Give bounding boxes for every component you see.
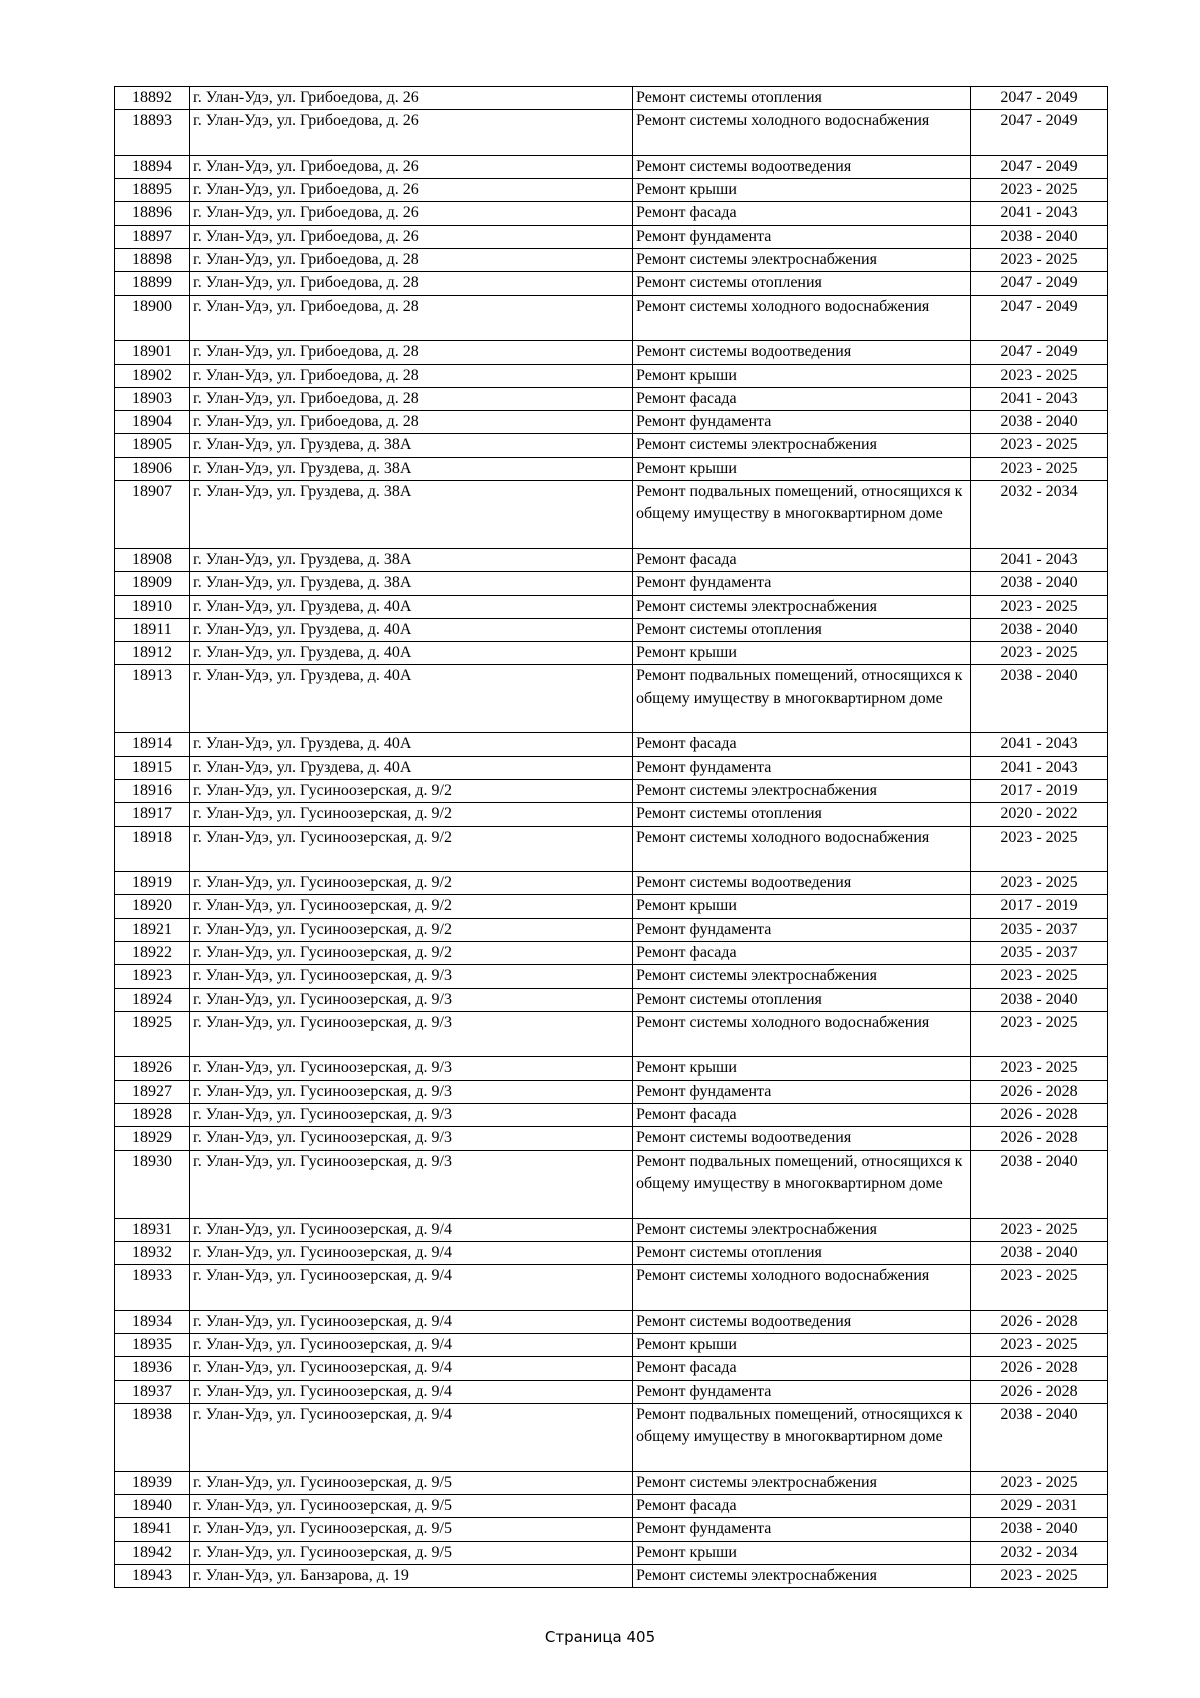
table-row bbox=[115, 1380, 1108, 1403]
table-row bbox=[115, 1150, 1108, 1218]
table-row bbox=[115, 481, 1108, 549]
table-row bbox=[115, 225, 1108, 248]
table-row bbox=[115, 1357, 1108, 1380]
table-row bbox=[115, 1057, 1108, 1080]
period-cell: 2035 - 2037 bbox=[971, 918, 1108, 941]
row-number: 18907 bbox=[115, 481, 190, 549]
row-number: 18923 bbox=[115, 965, 190, 988]
table-row bbox=[115, 1471, 1108, 1494]
period-cell: 2038 - 2040 bbox=[971, 1518, 1108, 1541]
row-number: 18915 bbox=[115, 756, 190, 779]
work-type-cell: Ремонт подвальных помещений, относящихся к общему имуществу в многоквартирном доме bbox=[633, 1403, 971, 1471]
work-type-cell: Ремонт крыши bbox=[633, 1057, 971, 1080]
work-type-cell: Ремонт фундамента bbox=[633, 756, 971, 779]
period-cell: 2023 - 2025 bbox=[971, 1471, 1108, 1494]
address-cell: г. Улан-Удэ, ул. Гусиноозерская, д. 9/2 bbox=[190, 895, 633, 918]
address-cell: г. Улан-Удэ, ул. Гусиноозерская, д. 9/4 bbox=[190, 1241, 633, 1264]
address-cell: г. Улан-Удэ, ул. Гусиноозерская, д. 9/4 bbox=[190, 1310, 633, 1333]
row-number: 18939 bbox=[115, 1471, 190, 1494]
row-number: 18910 bbox=[115, 595, 190, 618]
work-type-cell: Ремонт фасада bbox=[633, 733, 971, 756]
work-type-cell: Ремонт системы электроснабжения bbox=[633, 595, 971, 618]
address-cell: г. Улан-Удэ, ул. Грибоедова, д. 28 bbox=[190, 295, 633, 341]
period-cell: 2023 - 2025 bbox=[971, 1334, 1108, 1357]
row-number: 18897 bbox=[115, 225, 190, 248]
row-number: 18902 bbox=[115, 364, 190, 387]
table-row bbox=[115, 872, 1108, 895]
address-cell: г. Улан-Удэ, ул. Грибоедова, д. 28 bbox=[190, 272, 633, 295]
address-cell: г. Улан-Удэ, ул. Гусиноозерская, д. 9/5 bbox=[190, 1518, 633, 1541]
work-type-cell: Ремонт системы электроснабжения bbox=[633, 965, 971, 988]
period-cell: 2047 - 2049 bbox=[971, 87, 1108, 110]
row-number: 18896 bbox=[115, 202, 190, 225]
row-number: 18913 bbox=[115, 665, 190, 733]
row-number: 18943 bbox=[115, 1565, 190, 1588]
row-number: 18909 bbox=[115, 572, 190, 595]
period-cell: 2023 - 2025 bbox=[971, 826, 1108, 872]
work-type-cell: Ремонт фундамента bbox=[633, 411, 971, 434]
row-number: 18917 bbox=[115, 803, 190, 826]
row-number: 18905 bbox=[115, 434, 190, 457]
address-cell: г. Улан-Удэ, ул. Гусиноозерская, д. 9/5 bbox=[190, 1541, 633, 1564]
table-row bbox=[115, 1104, 1108, 1127]
period-cell: 2038 - 2040 bbox=[971, 1241, 1108, 1264]
period-cell: 2038 - 2040 bbox=[971, 665, 1108, 733]
period-cell: 2026 - 2028 bbox=[971, 1310, 1108, 1333]
table-row bbox=[115, 202, 1108, 225]
row-number: 18916 bbox=[115, 779, 190, 802]
period-cell: 2041 - 2043 bbox=[971, 387, 1108, 410]
row-number: 18926 bbox=[115, 1057, 190, 1080]
work-type-cell: Ремонт крыши bbox=[633, 895, 971, 918]
period-cell: 2029 - 2031 bbox=[971, 1495, 1108, 1518]
table-row bbox=[115, 87, 1108, 110]
work-type-cell: Ремонт крыши bbox=[633, 1541, 971, 1564]
work-type-cell: Ремонт системы отопления bbox=[633, 1241, 971, 1264]
row-number: 18937 bbox=[115, 1380, 190, 1403]
work-type-cell: Ремонт фундамента bbox=[633, 1080, 971, 1103]
address-cell: г. Улан-Удэ, ул. Груздева, д. 40А bbox=[190, 756, 633, 779]
address-cell: г. Улан-Удэ, ул. Груздева, д. 40А bbox=[190, 642, 633, 665]
work-type-cell: Ремонт системы электроснабжения bbox=[633, 779, 971, 802]
work-type-cell: Ремонт системы водоотведения bbox=[633, 341, 971, 364]
period-cell: 2035 - 2037 bbox=[971, 941, 1108, 964]
work-type-cell: Ремонт подвальных помещений, относящихся к общему имуществу в многоквартирном доме bbox=[633, 481, 971, 549]
work-type-cell: Ремонт фундамента bbox=[633, 572, 971, 595]
row-number: 18929 bbox=[115, 1127, 190, 1150]
address-cell: г. Улан-Удэ, ул. Грибоедова, д. 26 bbox=[190, 87, 633, 110]
row-number: 18936 bbox=[115, 1357, 190, 1380]
address-cell: г. Улан-Удэ, ул. Гусиноозерская, д. 9/4 bbox=[190, 1403, 633, 1471]
table-row bbox=[115, 595, 1108, 618]
work-type-cell: Ремонт системы отопления bbox=[633, 87, 971, 110]
address-cell: г. Улан-Удэ, ул. Грибоедова, д. 26 bbox=[190, 110, 633, 156]
period-cell: 2020 - 2022 bbox=[971, 803, 1108, 826]
period-cell: 2026 - 2028 bbox=[971, 1080, 1108, 1103]
work-type-cell: Ремонт системы электроснабжения bbox=[633, 1565, 971, 1588]
work-type-cell: Ремонт фундамента bbox=[633, 1518, 971, 1541]
address-cell: г. Улан-Удэ, ул. Гусиноозерская, д. 9/4 bbox=[190, 1334, 633, 1357]
period-cell: 2026 - 2028 bbox=[971, 1127, 1108, 1150]
work-type-cell: Ремонт фундамента bbox=[633, 225, 971, 248]
work-type-cell: Ремонт системы отопления bbox=[633, 803, 971, 826]
row-number: 18906 bbox=[115, 457, 190, 480]
table-row bbox=[115, 1403, 1108, 1471]
address-cell: г. Улан-Удэ, ул. Грибоедова, д. 28 bbox=[190, 249, 633, 272]
address-cell: г. Улан-Удэ, ул. Грибоедова, д. 28 bbox=[190, 364, 633, 387]
work-type-cell: Ремонт крыши bbox=[633, 457, 971, 480]
work-type-cell: Ремонт системы электроснабжения bbox=[633, 1218, 971, 1241]
row-number: 18911 bbox=[115, 618, 190, 641]
period-cell: 2017 - 2019 bbox=[971, 779, 1108, 802]
table-row bbox=[115, 179, 1108, 202]
table-row bbox=[115, 965, 1108, 988]
row-number: 18903 bbox=[115, 387, 190, 410]
address-cell: г. Улан-Удэ, ул. Банзарова, д. 19 bbox=[190, 1565, 633, 1588]
period-cell: 2023 - 2025 bbox=[971, 434, 1108, 457]
period-cell: 2047 - 2049 bbox=[971, 155, 1108, 178]
work-type-cell: Ремонт системы водоотведения bbox=[633, 872, 971, 895]
period-cell: 2038 - 2040 bbox=[971, 572, 1108, 595]
table-row bbox=[115, 1310, 1108, 1333]
work-type-cell: Ремонт системы электроснабжения bbox=[633, 1471, 971, 1494]
period-cell: 2023 - 2025 bbox=[971, 1265, 1108, 1311]
row-number: 18922 bbox=[115, 941, 190, 964]
row-number: 18900 bbox=[115, 295, 190, 341]
row-number: 18940 bbox=[115, 1495, 190, 1518]
period-cell: 2023 - 2025 bbox=[971, 1565, 1108, 1588]
row-number: 18928 bbox=[115, 1104, 190, 1127]
table-row bbox=[115, 1334, 1108, 1357]
period-cell: 2023 - 2025 bbox=[971, 965, 1108, 988]
address-cell: г. Улан-Удэ, ул. Груздева, д. 38А bbox=[190, 434, 633, 457]
work-type-cell: Ремонт системы водоотведения bbox=[633, 1310, 971, 1333]
row-number: 18904 bbox=[115, 411, 190, 434]
period-cell: 2032 - 2034 bbox=[971, 1541, 1108, 1564]
row-number: 18898 bbox=[115, 249, 190, 272]
period-cell: 2023 - 2025 bbox=[971, 179, 1108, 202]
period-cell: 2038 - 2040 bbox=[971, 411, 1108, 434]
work-type-cell: Ремонт подвальных помещений, относящихся к общему имуществу в многоквартирном доме bbox=[633, 1150, 971, 1218]
address-cell: г. Улан-Удэ, ул. Груздева, д. 38А bbox=[190, 572, 633, 595]
period-cell: 2023 - 2025 bbox=[971, 595, 1108, 618]
table-row bbox=[115, 249, 1108, 272]
row-number: 18930 bbox=[115, 1150, 190, 1218]
row-number: 18941 bbox=[115, 1518, 190, 1541]
row-number: 18933 bbox=[115, 1265, 190, 1311]
table-row bbox=[115, 1218, 1108, 1241]
address-cell: г. Улан-Удэ, ул. Гусиноозерская, д. 9/4 bbox=[190, 1265, 633, 1311]
work-type-cell: Ремонт системы холодного водоснабжения bbox=[633, 1265, 971, 1311]
period-cell: 2023 - 2025 bbox=[971, 1011, 1108, 1057]
row-number: 18938 bbox=[115, 1403, 190, 1471]
table-row bbox=[115, 779, 1108, 802]
row-number: 18921 bbox=[115, 918, 190, 941]
row-number: 18942 bbox=[115, 1541, 190, 1564]
work-type-cell: Ремонт подвальных помещений, относящихся к общему имуществу в многоквартирном доме bbox=[633, 665, 971, 733]
row-number: 18899 bbox=[115, 272, 190, 295]
table-row bbox=[115, 642, 1108, 665]
address-cell: г. Улан-Удэ, ул. Грибоедова, д. 26 bbox=[190, 202, 633, 225]
address-cell: г. Улан-Удэ, ул. Гусиноозерская, д. 9/3 bbox=[190, 1057, 633, 1080]
table-row bbox=[115, 411, 1108, 434]
address-cell: г. Улан-Удэ, ул. Гусиноозерская, д. 9/2 bbox=[190, 826, 633, 872]
row-number: 18920 bbox=[115, 895, 190, 918]
address-cell: г. Улан-Удэ, ул. Гусиноозерская, д. 9/2 bbox=[190, 941, 633, 964]
table-row bbox=[115, 457, 1108, 480]
table-row bbox=[115, 918, 1108, 941]
work-type-cell: Ремонт фундамента bbox=[633, 918, 971, 941]
period-cell: 2026 - 2028 bbox=[971, 1357, 1108, 1380]
address-cell: г. Улан-Удэ, ул. Гусиноозерская, д. 9/4 bbox=[190, 1218, 633, 1241]
table-row bbox=[115, 1541, 1108, 1564]
row-number: 18901 bbox=[115, 341, 190, 364]
address-cell: г. Улан-Удэ, ул. Гусиноозерская, д. 9/2 bbox=[190, 918, 633, 941]
address-cell: г. Улан-Удэ, ул. Грибоедова, д. 26 bbox=[190, 225, 633, 248]
address-cell: г. Улан-Удэ, ул. Груздева, д. 40А bbox=[190, 665, 633, 733]
table-row bbox=[115, 272, 1108, 295]
table-row bbox=[115, 155, 1108, 178]
address-cell: г. Улан-Удэ, ул. Груздева, д. 38А bbox=[190, 481, 633, 549]
table-row bbox=[115, 110, 1108, 156]
period-cell: 2047 - 2049 bbox=[971, 110, 1108, 156]
work-type-cell: Ремонт фасада bbox=[633, 941, 971, 964]
period-cell: 2038 - 2040 bbox=[971, 225, 1108, 248]
work-type-cell: Ремонт системы холодного водоснабжения bbox=[633, 295, 971, 341]
table-row bbox=[115, 1241, 1108, 1264]
table-row bbox=[115, 733, 1108, 756]
table-row bbox=[115, 434, 1108, 457]
period-cell: 2023 - 2025 bbox=[971, 642, 1108, 665]
period-cell: 2023 - 2025 bbox=[971, 872, 1108, 895]
period-cell: 2038 - 2040 bbox=[971, 1150, 1108, 1218]
table-row bbox=[115, 364, 1108, 387]
period-cell: 2047 - 2049 bbox=[971, 295, 1108, 341]
table-row bbox=[115, 665, 1108, 733]
table-row bbox=[115, 618, 1108, 641]
table-row bbox=[115, 941, 1108, 964]
capital-repair-table bbox=[114, 86, 1108, 1588]
period-cell: 2041 - 2043 bbox=[971, 202, 1108, 225]
row-number: 18918 bbox=[115, 826, 190, 872]
work-type-cell: Ремонт системы холодного водоснабжения bbox=[633, 1011, 971, 1057]
address-cell: г. Улан-Удэ, ул. Груздева, д. 38А bbox=[190, 457, 633, 480]
row-number: 18932 bbox=[115, 1241, 190, 1264]
address-cell: г. Улан-Удэ, ул. Гусиноозерская, д. 9/4 bbox=[190, 1357, 633, 1380]
period-cell: 2047 - 2049 bbox=[971, 272, 1108, 295]
address-cell: г. Улан-Удэ, ул. Гусиноозерская, д. 9/3 bbox=[190, 1150, 633, 1218]
work-type-cell: Ремонт крыши bbox=[633, 364, 971, 387]
period-cell: 2023 - 2025 bbox=[971, 1057, 1108, 1080]
work-type-cell: Ремонт системы отопления bbox=[633, 618, 971, 641]
work-type-cell: Ремонт крыши bbox=[633, 1334, 971, 1357]
table-row bbox=[115, 988, 1108, 1011]
table-row bbox=[115, 341, 1108, 364]
address-cell: г. Улан-Удэ, ул. Гусиноозерская, д. 9/3 bbox=[190, 1104, 633, 1127]
row-number: 18894 bbox=[115, 155, 190, 178]
period-cell: 2038 - 2040 bbox=[971, 1403, 1108, 1471]
address-cell: г. Улан-Удэ, ул. Гусиноозерская, д. 9/2 bbox=[190, 803, 633, 826]
work-type-cell: Ремонт фасада bbox=[633, 1357, 971, 1380]
period-cell: 2023 - 2025 bbox=[971, 249, 1108, 272]
row-number: 18919 bbox=[115, 872, 190, 895]
address-cell: г. Улан-Удэ, ул. Груздева, д. 40А bbox=[190, 595, 633, 618]
work-type-cell: Ремонт системы холодного водоснабжения bbox=[633, 826, 971, 872]
work-type-cell: Ремонт крыши bbox=[633, 642, 971, 665]
address-cell: г. Улан-Удэ, ул. Гусиноозерская, д. 9/3 bbox=[190, 965, 633, 988]
work-type-cell: Ремонт системы отопления bbox=[633, 988, 971, 1011]
table-row bbox=[115, 803, 1108, 826]
address-cell: г. Улан-Удэ, ул. Гусиноозерская, д. 9/2 bbox=[190, 779, 633, 802]
period-cell: 2041 - 2043 bbox=[971, 548, 1108, 571]
work-type-cell: Ремонт системы холодного водоснабжения bbox=[633, 110, 971, 156]
period-cell: 2026 - 2028 bbox=[971, 1380, 1108, 1403]
address-cell: г. Улан-Удэ, ул. Груздева, д. 38А bbox=[190, 548, 633, 571]
period-cell: 2017 - 2019 bbox=[971, 895, 1108, 918]
work-type-cell: Ремонт фасада bbox=[633, 202, 971, 225]
period-cell: 2023 - 2025 bbox=[971, 1218, 1108, 1241]
address-cell: г. Улан-Удэ, ул. Гусиноозерская, д. 9/2 bbox=[190, 872, 633, 895]
work-type-cell: Ремонт системы водоотведения bbox=[633, 1127, 971, 1150]
row-number: 18935 bbox=[115, 1334, 190, 1357]
period-cell: 2038 - 2040 bbox=[971, 618, 1108, 641]
table-row bbox=[115, 756, 1108, 779]
address-cell: г. Улан-Удэ, ул. Гусиноозерская, д. 9/4 bbox=[190, 1380, 633, 1403]
table-row bbox=[115, 387, 1108, 410]
period-cell: 2026 - 2028 bbox=[971, 1104, 1108, 1127]
row-number: 18892 bbox=[115, 87, 190, 110]
table-row bbox=[115, 1265, 1108, 1311]
period-cell: 2041 - 2043 bbox=[971, 733, 1108, 756]
table-row bbox=[115, 295, 1108, 341]
row-number: 18931 bbox=[115, 1218, 190, 1241]
row-number: 18934 bbox=[115, 1310, 190, 1333]
address-cell: г. Улан-Удэ, ул. Груздева, д. 40А bbox=[190, 618, 633, 641]
work-type-cell: Ремонт системы отопления bbox=[633, 272, 971, 295]
table-row bbox=[115, 1127, 1108, 1150]
table-row bbox=[115, 548, 1108, 571]
work-type-cell: Ремонт фундамента bbox=[633, 1380, 971, 1403]
work-type-cell: Ремонт системы электроснабжения bbox=[633, 249, 971, 272]
table-row bbox=[115, 826, 1108, 872]
period-cell: 2047 - 2049 bbox=[971, 341, 1108, 364]
row-number: 18895 bbox=[115, 179, 190, 202]
row-number: 18912 bbox=[115, 642, 190, 665]
work-type-cell: Ремонт фасада bbox=[633, 1495, 971, 1518]
row-number: 18927 bbox=[115, 1080, 190, 1103]
table-row bbox=[115, 1518, 1108, 1541]
address-cell: г. Улан-Удэ, ул. Гусиноозерская, д. 9/3 bbox=[190, 1011, 633, 1057]
page-number: Страница 405 bbox=[544, 1628, 656, 1646]
address-cell: г. Улан-Удэ, ул. Гусиноозерская, д. 9/5 bbox=[190, 1495, 633, 1518]
address-cell: г. Улан-Удэ, ул. Гусиноозерская, д. 9/3 bbox=[190, 1080, 633, 1103]
work-type-cell: Ремонт фасада bbox=[633, 1104, 971, 1127]
work-type-cell: Ремонт фасада bbox=[633, 548, 971, 571]
address-cell: г. Улан-Удэ, ул. Грибоедова, д. 28 bbox=[190, 411, 633, 434]
table-row bbox=[115, 1011, 1108, 1057]
table-row bbox=[115, 1080, 1108, 1103]
row-number: 18925 bbox=[115, 1011, 190, 1057]
period-cell: 2038 - 2040 bbox=[971, 988, 1108, 1011]
table-body bbox=[115, 87, 1108, 1588]
address-cell: г. Улан-Удэ, ул. Грибоедова, д. 28 bbox=[190, 341, 633, 364]
period-cell: 2023 - 2025 bbox=[971, 364, 1108, 387]
address-cell: г. Улан-Удэ, ул. Гусиноозерская, д. 9/3 bbox=[190, 1127, 633, 1150]
table-row bbox=[115, 1565, 1108, 1588]
table-row bbox=[115, 895, 1108, 918]
work-type-cell: Ремонт фасада bbox=[633, 387, 971, 410]
address-cell: г. Улан-Удэ, ул. Грибоедова, д. 28 bbox=[190, 387, 633, 410]
row-number: 18914 bbox=[115, 733, 190, 756]
address-cell: г. Улан-Удэ, ул. Груздева, д. 40А bbox=[190, 733, 633, 756]
address-cell: г. Улан-Удэ, ул. Гусиноозерская, д. 9/5 bbox=[190, 1471, 633, 1494]
work-type-cell: Ремонт системы электроснабжения bbox=[633, 434, 971, 457]
row-number: 18924 bbox=[115, 988, 190, 1011]
address-cell: г. Улан-Удэ, ул. Грибоедова, д. 26 bbox=[190, 179, 633, 202]
period-cell: 2032 - 2034 bbox=[971, 481, 1108, 549]
table-row bbox=[115, 572, 1108, 595]
work-type-cell: Ремонт системы водоотведения bbox=[633, 155, 971, 178]
row-number: 18908 bbox=[115, 548, 190, 571]
address-cell: г. Улан-Удэ, ул. Гусиноозерская, д. 9/3 bbox=[190, 988, 633, 1011]
work-type-cell: Ремонт крыши bbox=[633, 179, 971, 202]
address-cell: г. Улан-Удэ, ул. Грибоедова, д. 26 bbox=[190, 155, 633, 178]
row-number: 18893 bbox=[115, 110, 190, 156]
table-row bbox=[115, 1495, 1108, 1518]
period-cell: 2041 - 2043 bbox=[971, 756, 1108, 779]
period-cell: 2023 - 2025 bbox=[971, 457, 1108, 480]
